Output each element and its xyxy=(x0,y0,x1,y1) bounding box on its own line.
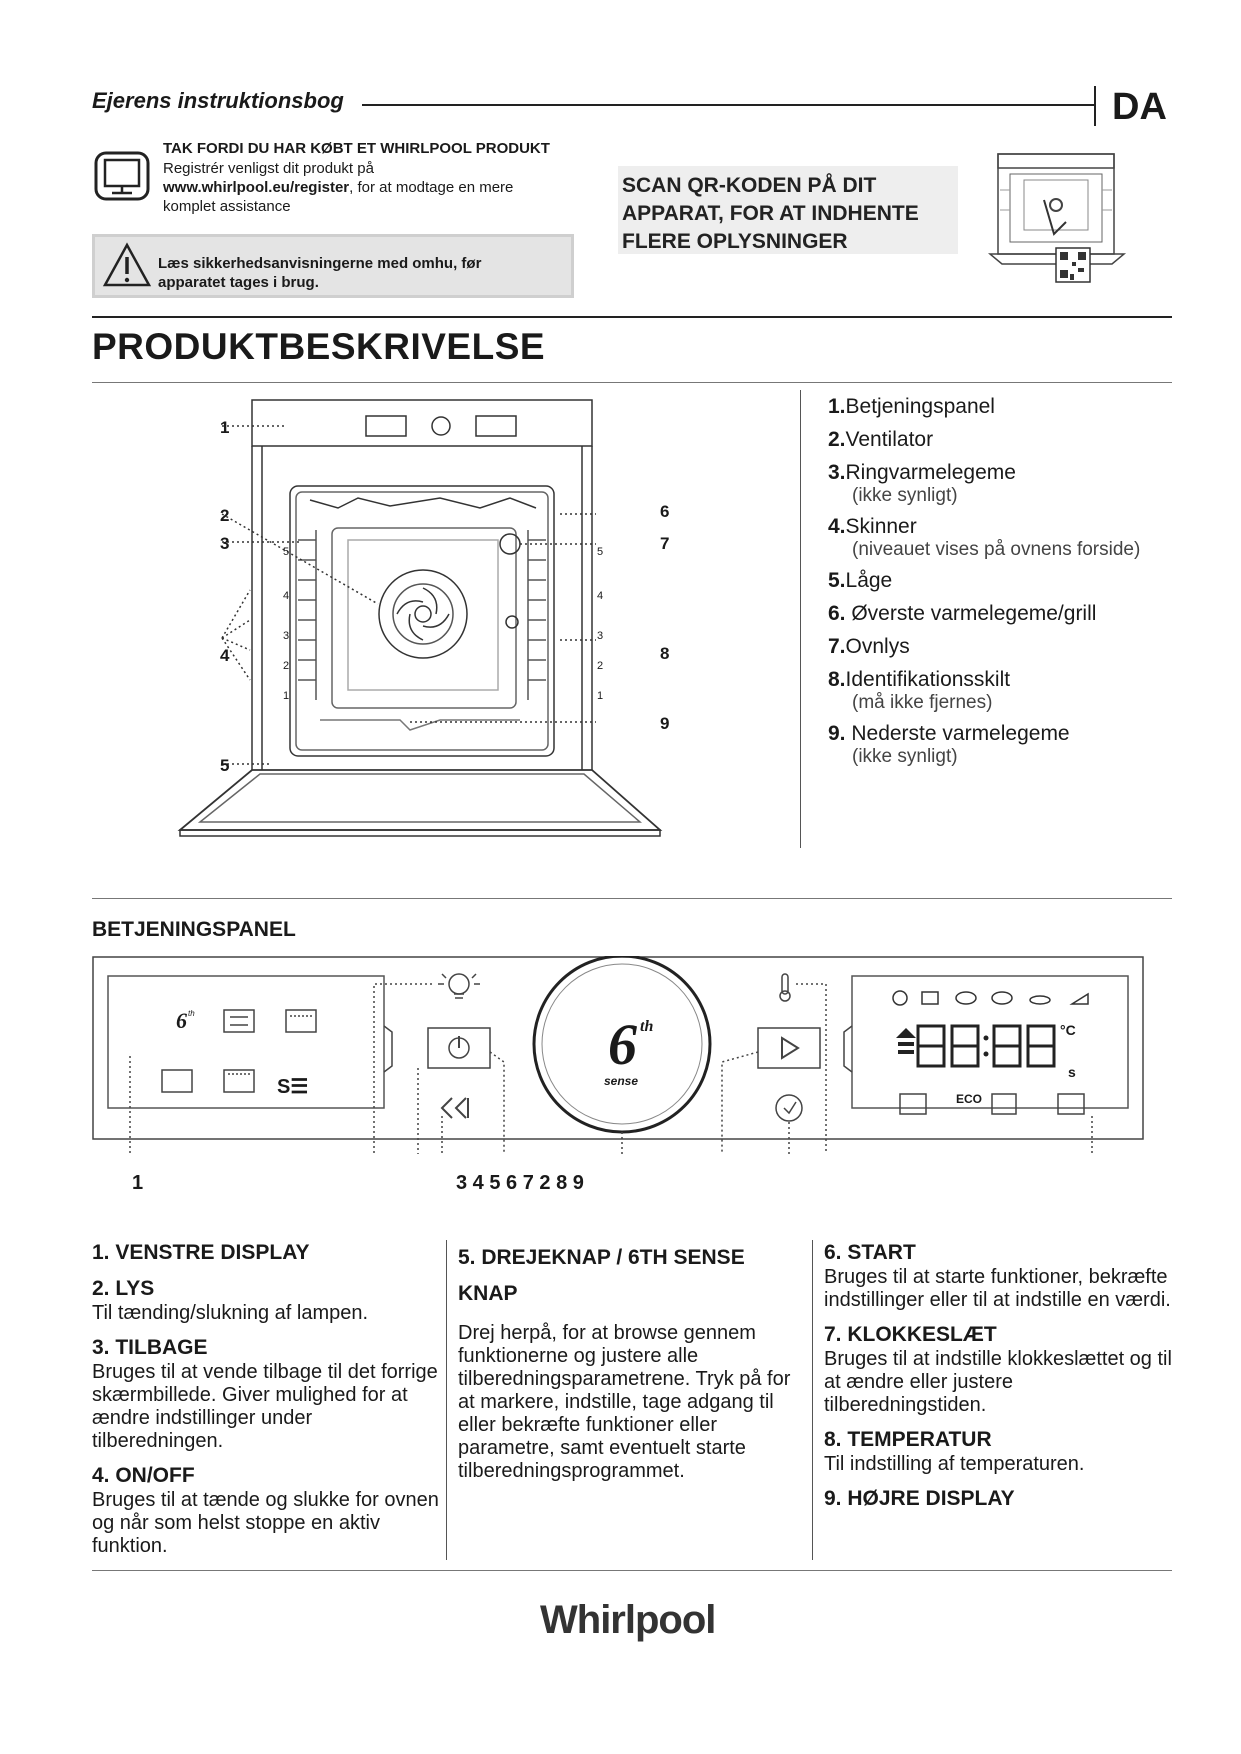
desc-heading: 9. HØJRE DISPLAY xyxy=(824,1487,1015,1510)
legend-item: 4.Skinner (niveauet vises på ovnens forside) xyxy=(828,515,1141,560)
legend-item: 7.Ovnlys xyxy=(828,635,910,658)
diagram-label-4: 4 xyxy=(220,646,230,665)
column-divider-2 xyxy=(812,1240,813,1560)
legend-item: 9. Nederste varmelegeme (ikke synligt) xyxy=(828,722,1070,767)
desc-heading: 7. KLOKKESLÆT xyxy=(824,1323,997,1346)
diagram-label-1: 1 xyxy=(220,418,230,437)
legend-item: 6. Øverste varmelegeme/grill xyxy=(828,602,1097,625)
shelf-level-left-4: 4 xyxy=(283,590,290,602)
header-rule xyxy=(362,104,1096,106)
legend-item: 1.Betjeningspanel xyxy=(828,395,995,418)
register-line-1: Registrér venligst dit produkt på xyxy=(163,160,374,177)
footer-rule xyxy=(92,1570,1172,1571)
knob-sense-label: sense xyxy=(604,1074,639,1088)
desc-text: Drej herpå, for at browse gennem funktionerne og justere alle tilberedningsparametrene. Tryk på for at markere, indstille, tage adgang til eller bekræfte funktioner eller parametre, samt eventuelt starte tilberedningsprogrammet. xyxy=(458,1322,791,1482)
knob-th-label: th xyxy=(640,1018,654,1035)
language-code: DA xyxy=(1112,86,1167,128)
desc-text: Til indstilling af temperaturen. xyxy=(824,1453,1085,1475)
celsius-unit: °C xyxy=(1060,1022,1076,1038)
warning-line-2: apparatet tages i brug. xyxy=(158,274,319,291)
shelf-level-left-5: 5 xyxy=(283,546,290,558)
warning-line-1: Læs sikkerhedsanvisningerne med omhu, før xyxy=(158,255,482,272)
desc-heading: 3. TILBAGE xyxy=(92,1336,208,1359)
legend-divider xyxy=(800,390,801,848)
desc-heading: 6. START xyxy=(824,1241,916,1264)
legend-item: 8.Identifikationsskilt (må ikke fjernes) xyxy=(828,668,1011,713)
desc-text: Bruges til at starte funktioner, bekræfte indstillinger eller til at indstille en værdi. xyxy=(824,1266,1171,1311)
desc-column-1 xyxy=(92,1240,442,1558)
shelf-level-right-4: 4 xyxy=(597,590,604,602)
shelf-level-left-1: 1 xyxy=(283,690,290,702)
diagram-label-2: 2 xyxy=(220,506,230,525)
desc-heading: 8. TEMPERATUR xyxy=(824,1428,992,1451)
desc-column-3 xyxy=(824,1240,1174,1512)
whirlpool-logo: Whirlpool xyxy=(540,1598,716,1642)
knob-6th-logo[interactable]: 6 xyxy=(608,1012,637,1077)
warning-text xyxy=(158,254,538,292)
seconds-unit: s xyxy=(1068,1064,1076,1080)
diagram-label-5: 5 xyxy=(220,756,230,775)
product-heading: PRODUKTBESKRIVELSE xyxy=(92,326,546,367)
shelf-level-right-3: 3 xyxy=(597,630,604,642)
panel-callout-1: 1 xyxy=(132,1172,144,1194)
manual-title: Ejerens instruktionsbog xyxy=(92,88,344,113)
diagram-label-3: 3 xyxy=(220,534,230,553)
diagram-label-8: 8 xyxy=(660,644,670,663)
shelf-level-right-2: 2 xyxy=(597,660,604,672)
monitor-icon xyxy=(94,151,150,208)
qr-text xyxy=(622,172,919,256)
shelf-level-left-3: 3 xyxy=(283,630,290,642)
shelf-level-right-5: 5 xyxy=(597,546,604,558)
header-divider xyxy=(1094,86,1096,126)
register-line-2: , for at modtage en mere xyxy=(349,179,514,196)
thanks-heading: TAK FORDI DU HAR KØBT ET WHIRLPOOL PRODUKT xyxy=(163,140,550,157)
heading-rule xyxy=(92,382,1172,383)
panel-section-rule xyxy=(92,898,1172,899)
diagram-label-9: 9 xyxy=(660,714,670,733)
shelf-level-left-2: 2 xyxy=(283,660,290,672)
qr-line-2: APPARAT, FOR AT INDHENTE xyxy=(622,202,919,225)
desc-text: Bruges til at vende tilbage til det forrige skærmbillede. Giver mulighed for at ændre indstillinger under tilberedningen. xyxy=(92,1361,438,1452)
mini-6th-icon: 6 xyxy=(176,1008,187,1033)
desc-text: Bruges til at tænde og slukke for ovnen og når som helst stoppe en aktiv funktion. xyxy=(92,1489,439,1557)
diagram-label-7: 7 xyxy=(660,534,670,553)
shelf-level-right-1: 1 xyxy=(597,690,604,702)
legend-item: 2.Ventilator xyxy=(828,428,934,451)
desc-text: Bruges til at indstille klokkeslættet og til at ændre eller justere tilberedningstiden. xyxy=(824,1348,1172,1416)
register-line-3: komplet assistance xyxy=(163,198,291,215)
legend-item: 3.Ringvarmelegeme (ikke synligt) xyxy=(828,461,1016,506)
register-text xyxy=(163,159,583,216)
legend-item: 5.Låge xyxy=(828,569,893,592)
mini-th-label: th xyxy=(188,1009,195,1018)
desc-heading: 2. LYS xyxy=(92,1277,155,1300)
section-rule xyxy=(92,316,1172,318)
qr-line-3: FLERE OPLYSNINGER xyxy=(622,230,848,253)
s-list-icon: S☰ xyxy=(277,1076,309,1098)
warning-icon xyxy=(102,242,152,293)
oven-qr-illustration xyxy=(988,150,1128,295)
oven-diagram xyxy=(140,390,760,855)
column-divider-1 xyxy=(446,1240,447,1560)
panel-callouts-2-9: 3 4 5 6 7 2 8 9 xyxy=(456,1172,584,1194)
desc-heading: 1. VENSTRE DISPLAY xyxy=(92,1241,310,1264)
parts-legend xyxy=(828,394,1140,775)
diagram-label-6: 6 xyxy=(660,502,670,521)
desc-heading: 4. ON/OFF xyxy=(92,1464,195,1487)
desc-column-2 xyxy=(458,1240,808,1483)
register-url[interactable]: www.whirlpool.eu/register xyxy=(163,179,350,196)
eco-icon: ECO xyxy=(956,1092,983,1106)
panel-heading: BETJENINGSPANEL xyxy=(92,918,296,941)
qr-line-1: SCAN QR-KODEN PÅ DIT xyxy=(622,174,877,197)
desc-text: Til tænding/slukning af lampen. xyxy=(92,1302,369,1324)
desc-heading: 5. DREJEKNAP / 6TH SENSE KNAP xyxy=(458,1246,745,1305)
